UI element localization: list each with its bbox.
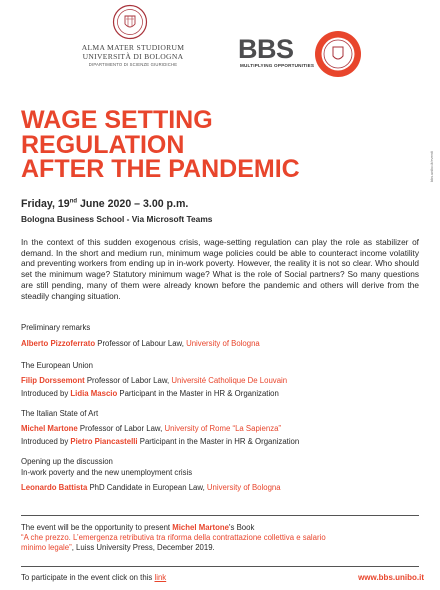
speaker-name: Michel Martone xyxy=(21,424,78,433)
speaker-line: Alberto Pizzoferrato Professor of Labour Law, University of Bologna xyxy=(21,339,260,348)
introducer-line: Introduced by Pietro Piancastelli Participant in the Master in HR & Organization xyxy=(21,437,300,446)
introducer-name: Lidia Mascio xyxy=(70,389,118,398)
footer-text: To participate in the event click on this link xyxy=(21,573,167,582)
university-seal-logo xyxy=(112,4,148,42)
event-title xyxy=(21,108,300,182)
section-heading: Opening up the discussion xyxy=(21,457,113,466)
section-heading: Preliminary remarks xyxy=(21,323,91,332)
title-line-1: WAGE SETTING xyxy=(21,106,213,134)
speaker-affiliation: University of Bologna xyxy=(206,483,281,492)
participate-link[interactable]: link xyxy=(154,573,167,582)
speaker-name: Filip Dorssemont xyxy=(21,376,85,385)
book-title-end: minimo legale” xyxy=(21,543,72,552)
speaker-affiliation: University of Rome “La Sapienza” xyxy=(164,424,282,433)
title-line-2: REGULATION xyxy=(21,130,185,159)
intro-paragraph: In the context of this sudden exogenous crisis, wage-setting regulation can play the role as stabilizer of demand. In the short and medium run, minimum wage policies could be able to counteract income volatility and preventing workers from ending up in in-work poverty. However, the reality it is not so clear. Who should set the minimum wage? Statutory minimum wage? What is the role of Social partners? So many questions are still pending, many of them were already known before the pandemic and others will derive from the steadily changing situation. xyxy=(21,237,419,301)
bbs-logo: BBS xyxy=(238,34,294,64)
speaker-line: Michel Martone Professor of Labor Law, University of Rome “La Sapienza” xyxy=(21,424,282,433)
speaker-affiliation: University of Bologna xyxy=(186,339,260,348)
section-subheading: In-work poverty and the new unemployment crisis xyxy=(21,468,193,477)
book-author: Michel Martone xyxy=(172,523,230,532)
website-link[interactable]: www.bbs.unibo.it xyxy=(358,573,424,582)
introducer-line: Introduced by Lidia Mascio Participant in the Master in HR & Organization xyxy=(21,389,279,398)
speaker-line: Leonardo Battista PhD Candidate in European Law, University of Bologna xyxy=(21,483,281,492)
university-name-line2: UNIVERSITÀ DI BOLOGNA xyxy=(82,52,184,61)
divider xyxy=(21,515,419,516)
section-heading: The Italian State of Art xyxy=(21,409,99,418)
book-publisher: , Luiss University Press, December 2019. xyxy=(71,543,215,552)
speaker-name: Leonardo Battista xyxy=(21,483,88,492)
divider xyxy=(21,566,419,567)
introducer-name: Pietro Piancastelli xyxy=(70,437,138,446)
speaker-line: Filip Dorssemont Professor of Labor Law, Université Catholique De Louvain xyxy=(21,376,288,385)
event-date: Friday, 19nd June 2020 – 3.00 p.m. xyxy=(21,198,189,210)
section-heading: The European Union xyxy=(21,361,93,370)
bbs-seal-logo xyxy=(314,30,362,78)
side-url: bbs.unibo.it/eventi xyxy=(430,151,434,182)
department-name: DIPARTIMENTO DI SCIENZE GIURIDICHE xyxy=(88,62,178,67)
book-presentation: The event will be the opportunity to present Michel Martone's Book “A che prezzo. L’emergenza retributiva tra riforma della contrattazione collettiva e salario minimo legale”, Luiss University Press, December 2019. xyxy=(21,523,421,552)
title-line-3: AFTER THE PANDEMIC xyxy=(21,155,300,183)
event-venue: Bologna Business School - Via Microsoft Teams xyxy=(21,214,213,224)
bbs-tagline: MULTIPLYING OPPORTUNITIES xyxy=(240,63,315,68)
speaker-affiliation: Université Catholique De Louvain xyxy=(171,376,288,385)
university-name-line1: ALMA MATER STUDIORUM xyxy=(81,43,185,52)
book-title: “A che prezzo. L’emergenza retributiva tra riforma della contrattazione collettiva e salario xyxy=(21,533,326,542)
speaker-name: Alberto Pizzoferrato xyxy=(21,339,96,348)
